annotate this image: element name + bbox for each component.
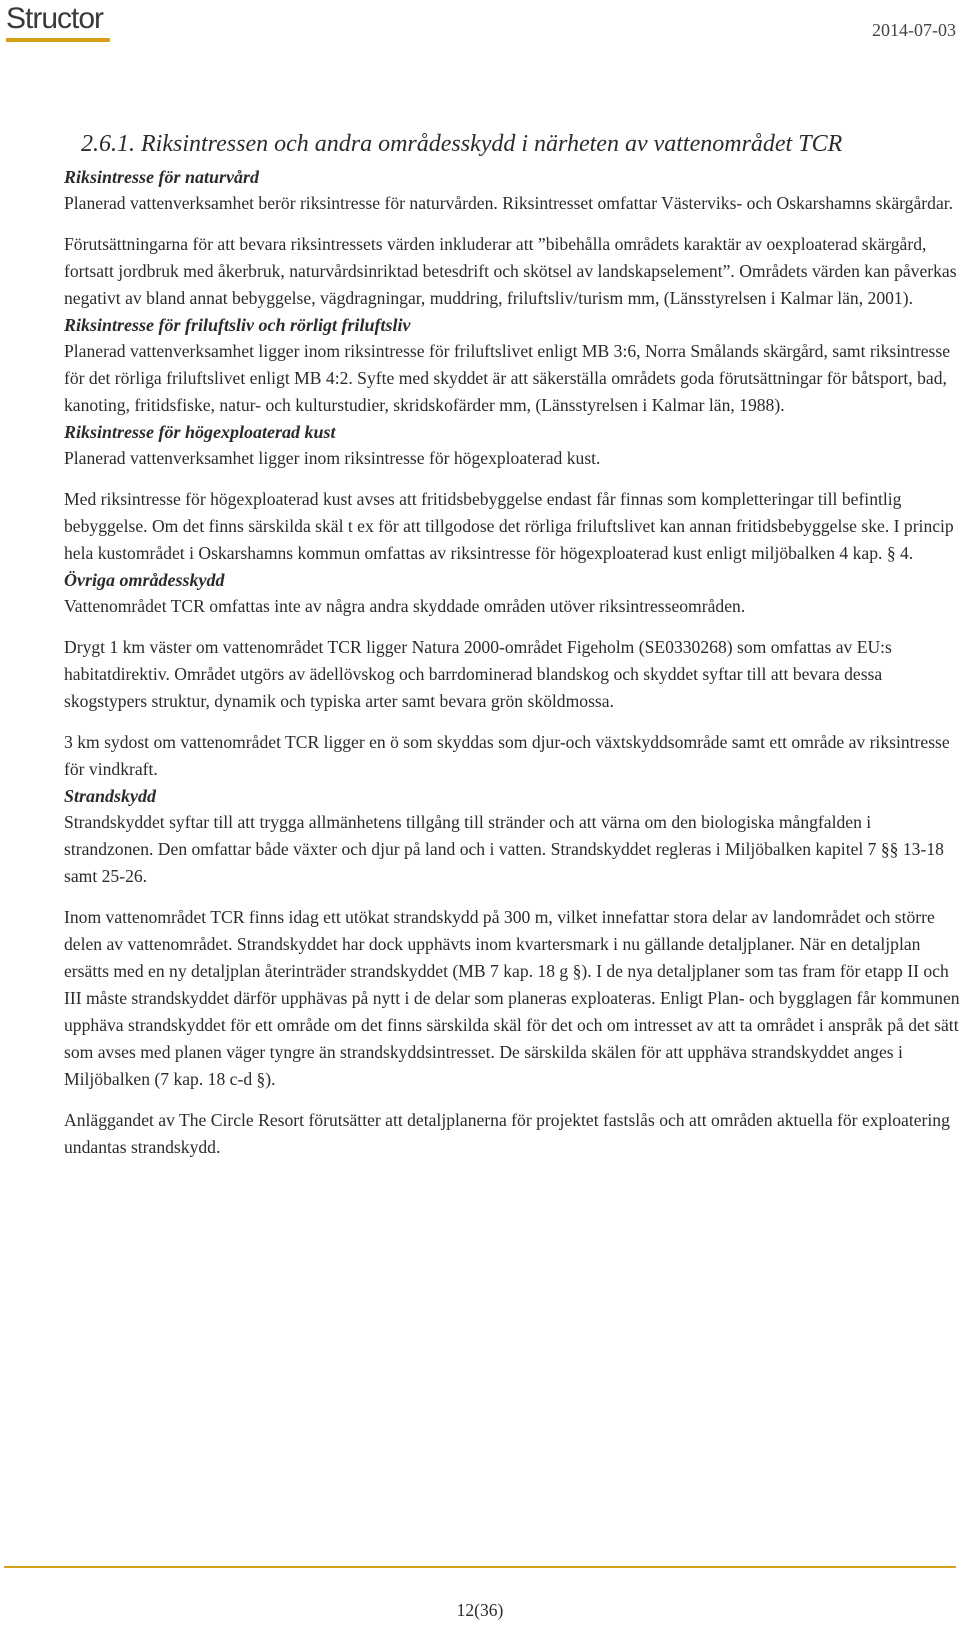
- paragraph: Inom vattenområdet TCR finns idag ett utökat strandskydd på 300 m, vilket innefattar stora delar av landområdet och större delen av vattenområdet. Strandskyddet har dock upphävts inom kvartersmark i nu gällande detaljplaner. När en detaljplan ersätts med en ny detaljplan återinträder strandskyddet (MB 7 kap. 18 g §). I de nya detaljplaner som tas fram för etapp II och III måste strandskyddet därför upphävas på nytt i de delar som planeras exploateras. Enligt Plan- och bygglagen får kommunen upphäva strandskyddet för ett område om det finns särskilda skäl för det och om intresset av att ta området i anspråk på det sätt som avses med planen väger tyngre än strandskyddsintresset. De särskilda skälen för att upphäva strandskyddet anges i Miljöbalken (7 kap. 18 c-d §).: [64, 907, 960, 1089]
- section-title: 2.6.1. Riksintressen och andra områdesskydd i närheten av vattenområdet TCR: [81, 131, 843, 157]
- paragraph: Vattenområdet TCR omfattas inte av några andra skyddade områden utöver riksintresseområden.: [64, 596, 746, 616]
- paragraph: Förutsättningarna för att bevara riksintressets värden inkluderar att ”bibehålla områdets karaktär av oexploaterad skärgård, fortsatt jordbruk med åkerbruk, naturvårdsinriktad betesdrift och skötsel av landskapselement”. Områdets värden kan påverkas negativt av bland annat bebyggelse, vägdragningar, muddring, friluftsliv/turism mm, (Länsstyrelsen i Kalmar län, 2001).: [64, 234, 957, 308]
- paragraph: Planerad vattenverksamhet ligger inom riksintresse för högexploaterad kust.: [64, 448, 601, 468]
- heading-naturvard: Riksintresse för naturvård: [64, 167, 260, 187]
- paragraph: Med riksintresse för högexploaterad kust avses att fritidsbebyggelse endast får finnas som kompletteringar till befintlig bebyggelse. Om det finns särskilda skäl t ex för att tillgodose det rörliga friluftslivet kan annan fritidsbebyggelse ske. I princip hela kustområdet i Oskarshamns kommun omfattas av riksintresse för högexploaterad kust enligt miljöbalken 4 kap. § 4.: [64, 489, 954, 563]
- paragraph: Planerad vattenverksamhet ligger inom riksintresse för friluftslivet enligt MB 3:6, Norra Smålands skärgård, samt riksintresse för det rörliga friluftslivet enligt MB 4:2. Syfte med skyddet är att säkerställa områdets goda förutsättningar för båtsport, bad, kanoting, fritidsfiske, natur- och kulturstudier, skridskofärder mm, (Länsstyrelsen i Kalmar län, 1988).: [64, 341, 951, 415]
- heading-strandskydd: Strandskydd: [64, 786, 157, 806]
- structor-logo: [6, 4, 110, 44]
- heading-hogexploaterad-kust: Riksintresse för högexploaterad kust: [64, 422, 336, 442]
- page-header: [0, 0, 960, 60]
- paragraph: Planerad vattenverksamhet berör riksintresse för naturvården. Riksintresset omfattar Västerviks- och Oskarshamns skärgårdar.: [64, 193, 954, 213]
- logo-underline: [6, 38, 110, 42]
- logo-text: Structor: [6, 2, 104, 35]
- document-date: 2014-07-03: [872, 20, 956, 40]
- paragraph: Drygt 1 km väster om vattenområdet TCR ligger Natura 2000-området Figeholm (SE0330268) som omfattas av EU:s habitatdirektiv. Området utgörs av ädellövskog och barrdominerad blandskog och skyddet syftar till att bevara dessa skogstypers struktur, dynamik och typiska arter samt bevara grön sköldmossa.: [64, 637, 892, 711]
- paragraph: Anläggandet av The Circle Resort förutsätter att detaljplanerna för projektet fastslås och att områden aktuella för exploatering undantas strandskydd.: [64, 1110, 950, 1157]
- document-body: [64, 128, 960, 1161]
- footer-divider: [4, 1566, 956, 1568]
- heading-ovriga-omradesskydd: Övriga områdesskydd: [64, 570, 225, 590]
- paragraph: Strandskyddet syftar till att trygga allmänhetens tillgång till stränder och att värna om den biologiska mångfalden i strandzonen. Den omfattar både växter och djur på land och i vatten. Strandskyddet regleras i Miljöbalken kapitel 7 §§ 13-18 samt 25-26.: [64, 812, 944, 886]
- paragraph: 3 km sydost om vattenområdet TCR ligger en ö som skyddas som djur-och växtskyddsområde samt ett område av riksintresse för vindkraft.: [64, 732, 950, 779]
- heading-friluftsliv: Riksintresse för friluftsliv och rörligt friluftsliv: [64, 315, 411, 335]
- page-number: 12(36): [456, 1600, 504, 1620]
